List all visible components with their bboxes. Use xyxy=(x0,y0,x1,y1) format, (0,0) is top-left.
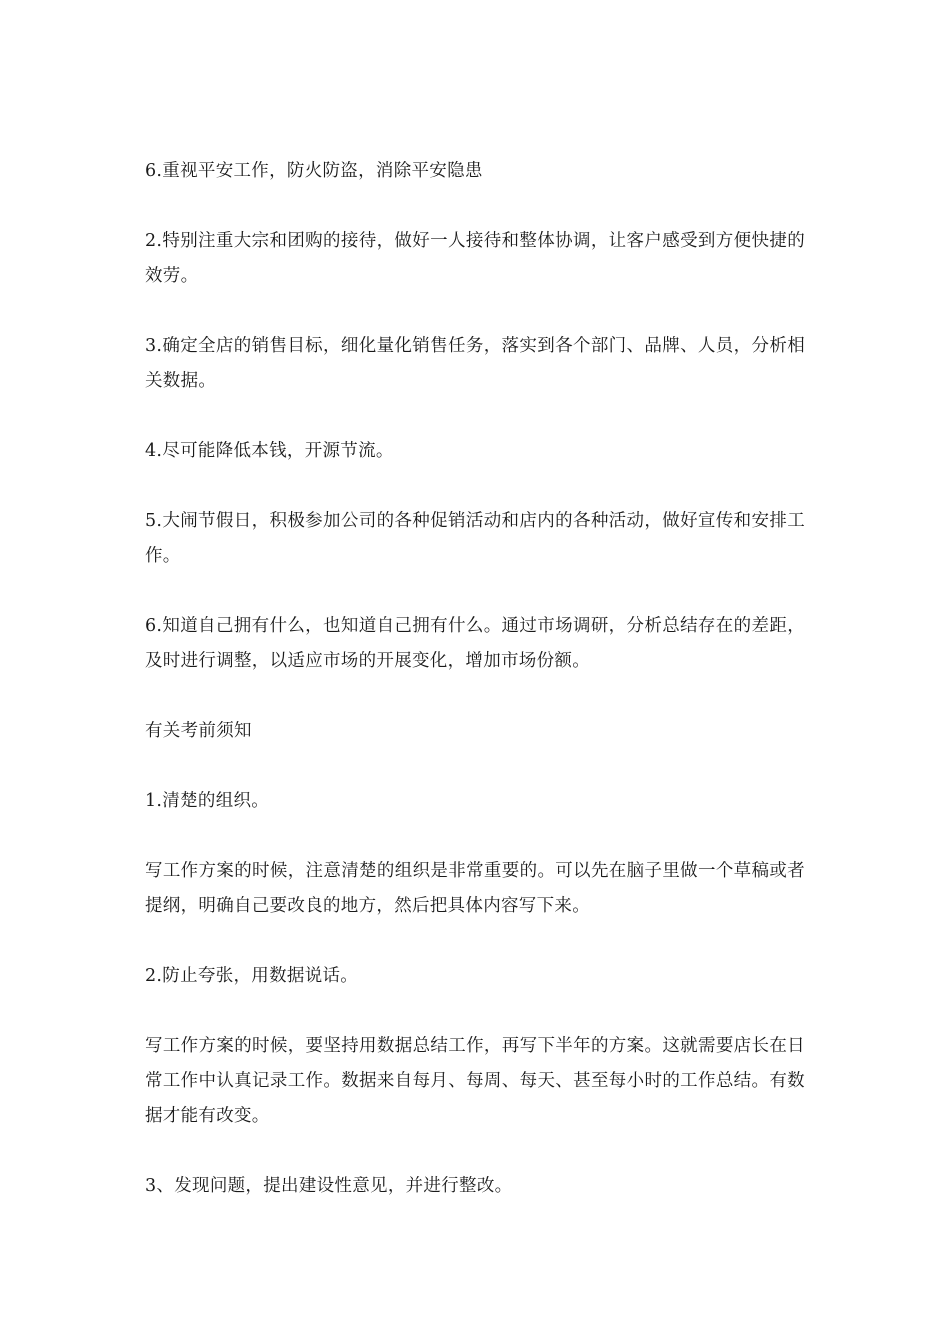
paragraph-sales-target: 3.确定全店的销售目标，细化量化销售任务，落实到各个部门、品牌、人员，分析相关数据。 xyxy=(145,336,805,391)
paragraph-safety: 6.重视平安工作，防火防盗，消除平安隐患 xyxy=(145,161,483,181)
paragraph-clear-organization-title: 1.清楚的组织。 xyxy=(145,791,270,811)
paragraph-holidays: 5.大闹节假日，积极参加公司的各种促销活动和店内的各种活动，做好宣传和安排工作。 xyxy=(145,511,805,566)
paragraph-use-data-title: 2.防止夸张，用数据说话。 xyxy=(145,966,359,986)
paragraph-group-purchase: 2.特别注重大宗和团购的接待，做好一人接待和整体协调，让客户感受到方便快捷的效劳。 xyxy=(145,231,805,286)
document-body xyxy=(145,154,805,1204)
section-heading: 有关考前须知 xyxy=(145,721,252,741)
paragraph-use-data-body: 写工作方案的时候，要坚持用数据总结工作，再写下半年的方案。这就需要店长在日常工作中认真记录工作。数据来自每月、每周、每天、甚至每小时的工作总结。有数据才能有改变。 xyxy=(145,1036,805,1126)
paragraph-find-problems: 3、发现问题，提出建设性意见，并进行整改。 xyxy=(145,1176,513,1196)
paragraph-market-research: 6.知道自己拥有什么，也知道自己拥有什么。通过市场调研，分析总结存在的差距，及时进行调整，以适应市场的开展变化，增加市场份额。 xyxy=(145,616,805,671)
paragraph-reduce-cost: 4.尽可能降低本钱，开源节流。 xyxy=(145,441,394,461)
paragraph-clear-organization-body: 写工作方案的时候，注意清楚的组织是非常重要的。可以先在脑子里做一个草稿或者提纲，明确自己要改良的地方，然后把具体内容写下来。 xyxy=(145,861,805,916)
